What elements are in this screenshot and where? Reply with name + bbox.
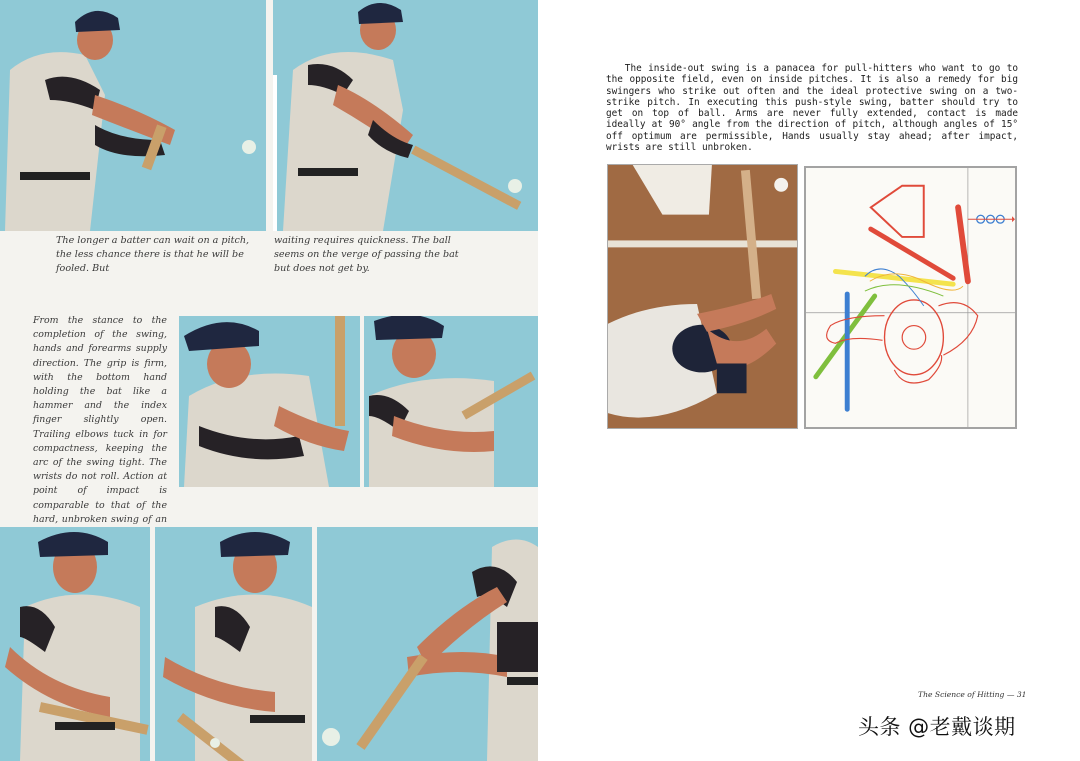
photo-batter-contact [273,0,538,231]
photo-batter-wait [0,0,266,231]
body-paragraph: The inside-out swing is a panacea for pull-hitters who want to go to the opposite field, even on inside pitches. It is also a remedy for big swingers who strike out often and the ideal protective swing on a two-strike pitch. In executing this push-style swing, batter should try to get on top of ball. Arms are never fully extended, contact is made ideally at 90° angle from the direction of pitch, although angles of 15° off optimum are permissible, Hands usually stay ahead; after impact, wrists are still unbroken. [606,63,1018,154]
photo-follow-1 [0,527,150,761]
photo-grip-closeup [179,316,360,487]
caption-wait-right: waiting requires quickness. The ball seems on the verge of passing the bat but does not get by. [274,235,459,275]
caption-stance: From the stance to the completion of the swing, hands and forearms supply direction. The grip is firm, with the bottom hand holding the bat like a hammer and the index finger slightly open. Trailing elbows tuck in for compactness, keeping the arc of the swing tight. The wrists do not roll. Action at point of impact is comparable to that of the hard, unbroken swing of an [33,315,167,525]
photo-follow-3 [317,527,538,761]
left-page [0,0,538,761]
photo-elbows-tucked [364,316,538,487]
swing-diagram [804,166,1017,429]
page-footer: The Science of Hitting — 31 [918,690,1027,699]
photo-follow-2 [155,527,312,761]
caption-wait-left: The longer a batter can wait on a pitch, the less chance there is that he will be fooled. But [56,235,250,275]
photo-overhead-batter [607,164,798,429]
watermark: 头条 @老戴谈期 [858,715,1016,739]
